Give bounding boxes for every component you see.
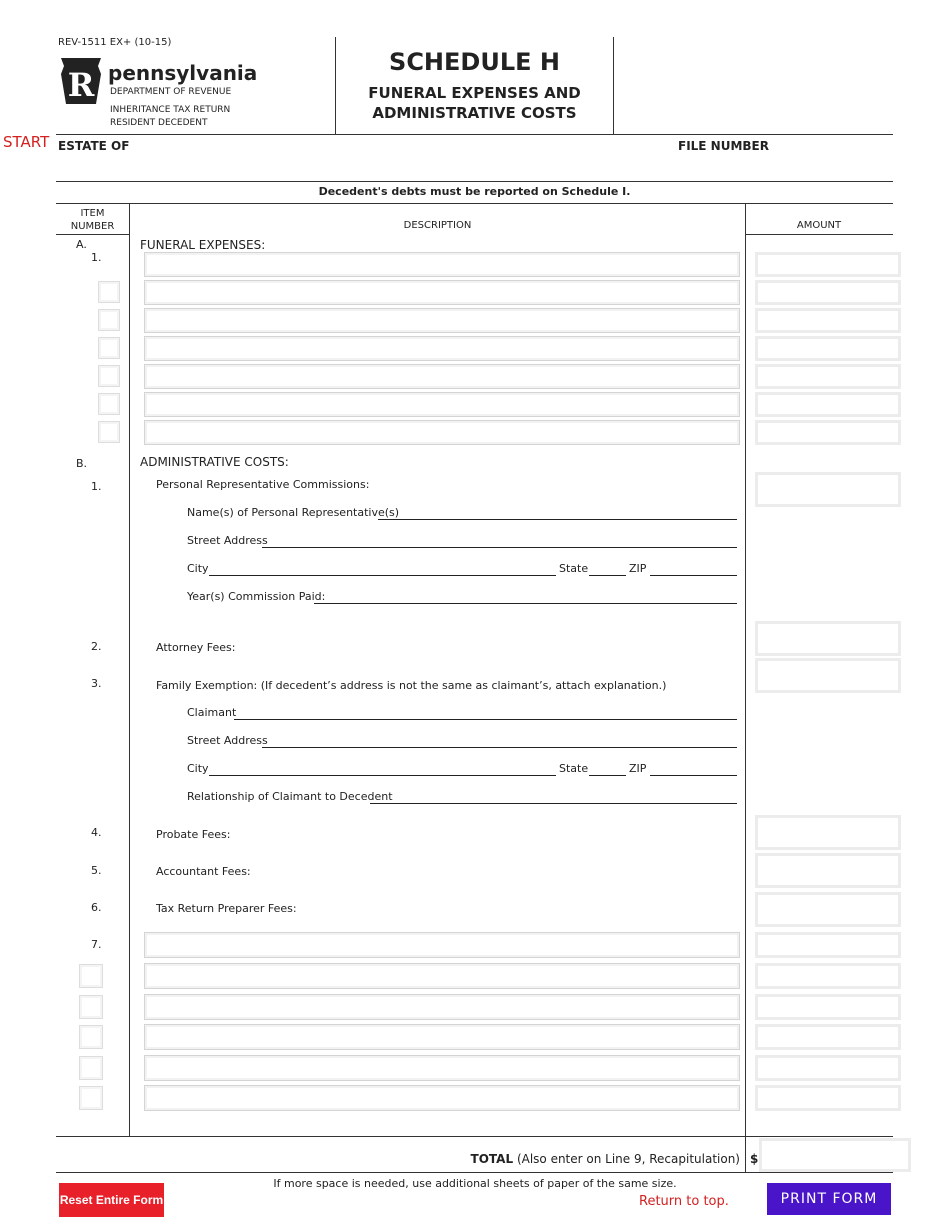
claimant-city-label: City (187, 762, 209, 775)
pr-zip-input[interactable] (650, 575, 737, 576)
svg-text:R: R (67, 66, 95, 104)
pr-city-input[interactable] (209, 575, 556, 576)
funeral-amount-4[interactable] (755, 336, 901, 361)
claimant-street-input[interactable] (262, 747, 737, 748)
estate-of-label: ESTATE OF (58, 139, 130, 153)
funeral-amount-6[interactable] (755, 392, 901, 417)
relationship-label: Relationship of Claimant to Decedent (187, 790, 393, 803)
pa-keystone-logo (58, 56, 104, 106)
funeral-amount-5[interactable] (755, 364, 901, 389)
accountant-fees-label: Accountant Fees: (156, 865, 251, 878)
other-desc-input-4[interactable] (144, 1024, 740, 1050)
more-space-note: If more space is needed, use additional sheets of paper of the same size. (273, 1177, 677, 1190)
funeral-item-num-3[interactable] (98, 309, 120, 331)
pr-commissions-amount[interactable] (755, 472, 901, 507)
funeral-item-num-5[interactable] (98, 365, 120, 387)
section-a-item1-num: 1. (91, 251, 102, 264)
funeral-item-num-7[interactable] (98, 421, 120, 443)
pr-names-label: Name(s) of Personal Representative(s) (187, 506, 400, 519)
funeral-desc-input-3[interactable] (144, 308, 740, 333)
other-desc-input-1[interactable] (144, 932, 740, 958)
amount-header: AMOUNT (796, 220, 842, 231)
b-item2-num: 2. (91, 640, 102, 653)
section-a-letter: A. (76, 238, 87, 251)
probate-fees-label: Probate Fees: (156, 828, 231, 841)
b-item5-num: 5. (91, 864, 102, 877)
relationship-input[interactable] (370, 803, 737, 804)
other-amount-4[interactable] (755, 1024, 901, 1050)
funeral-desc-input-6[interactable] (144, 392, 740, 417)
pr-city-label: City (187, 562, 209, 575)
reset-form-button[interactable]: Reset Entire Form (59, 1183, 164, 1217)
total-currency-symbol: $ (750, 1152, 759, 1166)
claimant-label: Claimant (187, 706, 237, 719)
probate-fees-amount[interactable] (755, 815, 901, 850)
other-desc-input-6[interactable] (144, 1085, 740, 1111)
accountant-fees-amount[interactable] (755, 853, 901, 888)
funeral-amount-3[interactable] (755, 308, 901, 333)
total-label: TOTAL (Also enter on Line 9, Recapitulation) (470, 1152, 740, 1166)
b-item7-num: 7. (91, 938, 102, 951)
claimant-zip-input[interactable] (650, 775, 737, 776)
other-amount-5[interactable] (755, 1055, 901, 1081)
schedule-subtitle-2: ADMINISTRATIVE COSTS (372, 104, 577, 122)
claimant-street-label: Street Address (187, 734, 268, 747)
form-code: REV-1511 EX+ (10-15) (58, 37, 172, 48)
pr-commissions-label: Personal Representative Commissions: (156, 478, 370, 491)
section-b-letter: B. (76, 457, 88, 470)
b-item3-num: 3. (91, 677, 102, 690)
claimant-state-label: State (559, 762, 589, 775)
attorney-fees-label: Attorney Fees: (156, 641, 236, 654)
claimant-city-input[interactable] (209, 775, 556, 776)
return-type-line1: INHERITANCE TAX RETURN (110, 105, 231, 115)
other-item-num-2[interactable] (79, 964, 103, 988)
return-type-line2: RESIDENT DECEDENT (110, 118, 208, 128)
funeral-desc-input-7[interactable] (144, 420, 740, 445)
other-amount-3[interactable] (755, 994, 901, 1020)
claimant-zip-label: ZIP (629, 762, 647, 775)
pr-state-label: State (559, 562, 589, 575)
b-item6-num: 6. (91, 901, 102, 914)
agency-dept: DEPARTMENT OF REVENUE (110, 87, 232, 97)
other-item-num-3[interactable] (79, 995, 103, 1019)
funeral-desc-input-5[interactable] (144, 364, 740, 389)
description-header: DESCRIPTION (403, 220, 472, 231)
family-exemption-amount[interactable] (755, 658, 901, 693)
pr-zip-label: ZIP (629, 562, 647, 575)
pr-street-input[interactable] (262, 547, 737, 548)
other-desc-input-2[interactable] (144, 963, 740, 989)
funeral-desc-input-4[interactable] (144, 336, 740, 361)
other-item-num-4[interactable] (79, 1025, 103, 1049)
other-amount-2[interactable] (755, 963, 901, 989)
funeral-desc-input-2[interactable] (144, 280, 740, 305)
pr-state-input[interactable] (589, 575, 626, 576)
item-number-header: ITEM NUMBER (70, 208, 115, 232)
b-item4-num: 4. (91, 826, 102, 839)
claimant-state-input[interactable] (589, 775, 626, 776)
preparer-fees-label: Tax Return Preparer Fees: (156, 902, 297, 915)
start-link[interactable]: START (3, 133, 50, 151)
administrative-costs-title: ADMINISTRATIVE COSTS: (140, 455, 289, 469)
other-desc-input-5[interactable] (144, 1055, 740, 1081)
funeral-expenses-title: FUNERAL EXPENSES: (140, 238, 266, 252)
agency-name: pennsylvania (108, 61, 258, 85)
pr-street-label: Street Address (187, 534, 268, 547)
funeral-item-num-2[interactable] (98, 281, 120, 303)
other-amount-1[interactable] (755, 932, 901, 958)
other-item-num-6[interactable] (79, 1086, 103, 1110)
total-amount[interactable] (759, 1138, 911, 1172)
preparer-fees-amount[interactable] (755, 892, 901, 927)
funeral-desc-input-1[interactable] (144, 252, 740, 277)
pr-names-input[interactable] (378, 519, 737, 520)
file-number-label: FILE NUMBER (678, 139, 769, 153)
schedule-subtitle-1: FUNERAL EXPENSES AND (368, 84, 581, 102)
pr-years-input[interactable] (314, 603, 737, 604)
b-item1-num: 1. (91, 480, 102, 493)
other-desc-input-3[interactable] (144, 994, 740, 1020)
other-item-num-5[interactable] (79, 1056, 103, 1080)
debts-notice: Decedent's debts must be reported on Schedule I. (318, 185, 631, 198)
pr-years-label: Year(s) Commission Paid: (187, 590, 326, 603)
funeral-item-num-6[interactable] (98, 393, 120, 415)
funeral-amount-7[interactable] (755, 420, 901, 445)
funeral-amount-2[interactable] (755, 280, 901, 305)
schedule-title: SCHEDULE H (389, 48, 560, 76)
claimant-input[interactable] (234, 719, 737, 720)
print-form-button[interactable]: PRINT FORM (767, 1183, 891, 1215)
funeral-amount-1[interactable] (755, 252, 901, 277)
other-amount-6[interactable] (755, 1085, 901, 1111)
attorney-fees-amount[interactable] (755, 621, 901, 656)
return-to-top-link[interactable]: Return to top. (639, 1194, 729, 1209)
family-exemption-label: Family Exemption: (If decedent’s address is not the same as claimant’s, attach explanation.) (156, 679, 667, 692)
funeral-item-num-4[interactable] (98, 337, 120, 359)
